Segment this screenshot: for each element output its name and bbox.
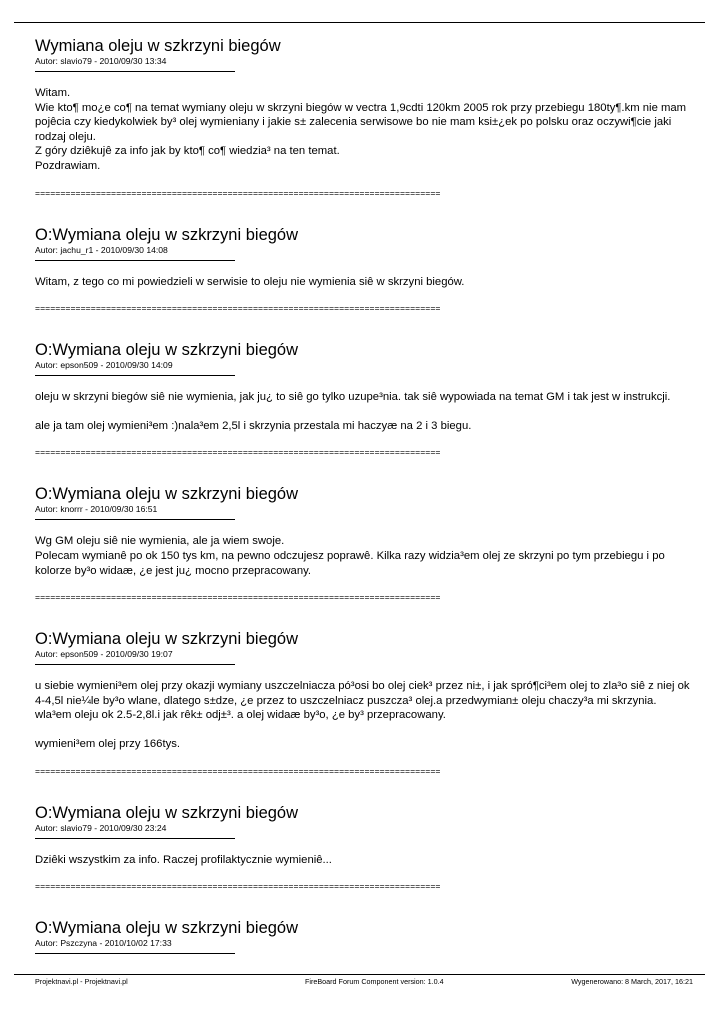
post-title: O:Wymiana oleju w szkrzyni biegów bbox=[35, 919, 299, 938]
post-list bbox=[35, 37, 695, 954]
post-paragraph: Witam. Wie kto¶ mo¿e co¶ na temat wymiany oleju w skrzyni biegów w vectra 1,9cdti 120km 2005 rok przy przebiegu 180ty¶.km nie mam pojêcia czy kiedykolwiek by³ olej wymieniany i jakie s± zalecenia serwisowe bo nie mam ksi±¿ek po polsku oraz oczywi¶cie jaki rodzaj oleju. Z góry dziêkujê za info jak by kto¶ co¶ wiedzia³ na ten temat. Pozdrawiam. bbox=[35, 87, 687, 172]
post-separator: ================================================================================ bbox=[35, 447, 441, 458]
post-title: O:Wymiana oleju w szkrzyni biegów bbox=[35, 225, 299, 244]
meta-divider bbox=[35, 838, 235, 839]
post-paragraph: u siebie wymieni³em olej przy okazji wymiany uszczelniacza pó³osi bo olej ciek³ przez ni±, i jak spró¶ci³em olej to zla³o siê z niej ok 4-4,5l nie¼le by³o wlane, dlatego s±dze, ¿e przez to uszczelniacz puszcza³ olej.a przedwymian± oleju chaczy³a mi skrzynia. wla³em oleju ok 2.5-2,8l.i jak rêk± odj±³. a olej widaæ by³o, ¿e by³ przepracowany. bbox=[35, 680, 690, 722]
post-title: O:Wymiana oleju w szkrzyni biegów bbox=[35, 630, 299, 649]
meta-divider bbox=[35, 260, 235, 261]
post-separator: ================================================================================ bbox=[35, 881, 441, 892]
post-title: O:Wymiana oleju w szkrzyni biegów bbox=[35, 341, 299, 360]
forum-post bbox=[35, 485, 695, 602]
footer-site: Projektnavi.pl - Projektnavi.pl bbox=[35, 977, 128, 986]
post-title: O:Wymiana oleju w szkrzyni biegów bbox=[35, 803, 299, 822]
post-author-meta: Autor: slavio79 - 2010/09/30 13:34 bbox=[35, 56, 167, 66]
post-separator: ================================================================================ bbox=[35, 303, 441, 314]
post-body bbox=[35, 853, 695, 868]
post-title: Wymiana oleju w szkrzyni biegów bbox=[35, 37, 281, 55]
meta-divider bbox=[35, 519, 235, 520]
post-separator: ================================================================================ bbox=[35, 765, 441, 776]
forum-post bbox=[35, 919, 695, 954]
post-body bbox=[35, 390, 695, 433]
post-author-meta: Autor: Pszczyna - 2010/10/02 17:33 bbox=[35, 938, 172, 949]
meta-divider bbox=[35, 71, 235, 72]
post-author-meta: Autor: epson509 - 2010/09/30 14:09 bbox=[35, 360, 173, 371]
post-author-meta: Autor: knorrr - 2010/09/30 16:51 bbox=[35, 504, 158, 515]
post-body bbox=[35, 534, 695, 578]
post-body bbox=[35, 275, 695, 290]
forum-post bbox=[35, 226, 695, 314]
post-separator: ================================================================================ bbox=[35, 592, 441, 603]
meta-divider bbox=[35, 953, 235, 954]
post-paragraph: wymieni³em olej przy 166tys. bbox=[35, 737, 181, 750]
forum-post bbox=[35, 630, 695, 775]
meta-divider bbox=[35, 664, 235, 665]
post-title: O:Wymiana oleju w szkrzyni biegów bbox=[35, 485, 299, 504]
forum-post bbox=[35, 37, 695, 198]
post-paragraph: Dziêki wszystkim za info. Raczej profilaktycznie wymieniê... bbox=[35, 853, 332, 866]
forum-post bbox=[35, 341, 695, 457]
post-body bbox=[35, 679, 695, 751]
post-author-meta: Autor: epson509 - 2010/09/30 19:07 bbox=[35, 649, 173, 660]
post-paragraph: ale ja tam olej wymieni³em :)nala³em 2,5l i skrzynia przestala mi haczyæ na 2 i 3 biegu. bbox=[35, 419, 472, 432]
meta-divider bbox=[35, 375, 235, 376]
forum-post bbox=[35, 804, 695, 892]
footer-rule bbox=[14, 974, 705, 975]
post-separator: ================================================================================ bbox=[35, 187, 441, 198]
post-paragraph: Wg GM oleju siê nie wymienia, ale ja wiem swoje. Polecam wymianê po ok 150 tys km, na pewno odczujesz poprawê. Kilka razy widzia³em olej ze skrzyni po tym przebiegu i po kolorze by³o widaæ, ¿e jest ju¿ mocno przepracowany. bbox=[35, 535, 665, 577]
footer-generated: Wygenerowano: 8 March, 2017, 16:21 bbox=[571, 977, 693, 986]
top-rule bbox=[14, 22, 705, 23]
post-author-meta: Autor: slavio79 - 2010/09/30 23:24 bbox=[35, 822, 167, 833]
footer-component: FireBoard Forum Component version: 1.0.4 bbox=[305, 977, 444, 986]
post-paragraph: oleju w skrzyni biegów siê nie wymienia, jak ju¿ to siê go tylko uzupe³nia. tak siê wypowiada na temat GM i tak jest w instrukcji. bbox=[35, 391, 671, 404]
post-body bbox=[35, 86, 695, 174]
post-author-meta: Autor: jachu_r1 - 2010/09/30 14:08 bbox=[35, 244, 168, 255]
post-paragraph: Witam, z tego co mi powiedzieli w serwisie to oleju nie wymienia siê w skrzyni biegów. bbox=[35, 275, 465, 288]
